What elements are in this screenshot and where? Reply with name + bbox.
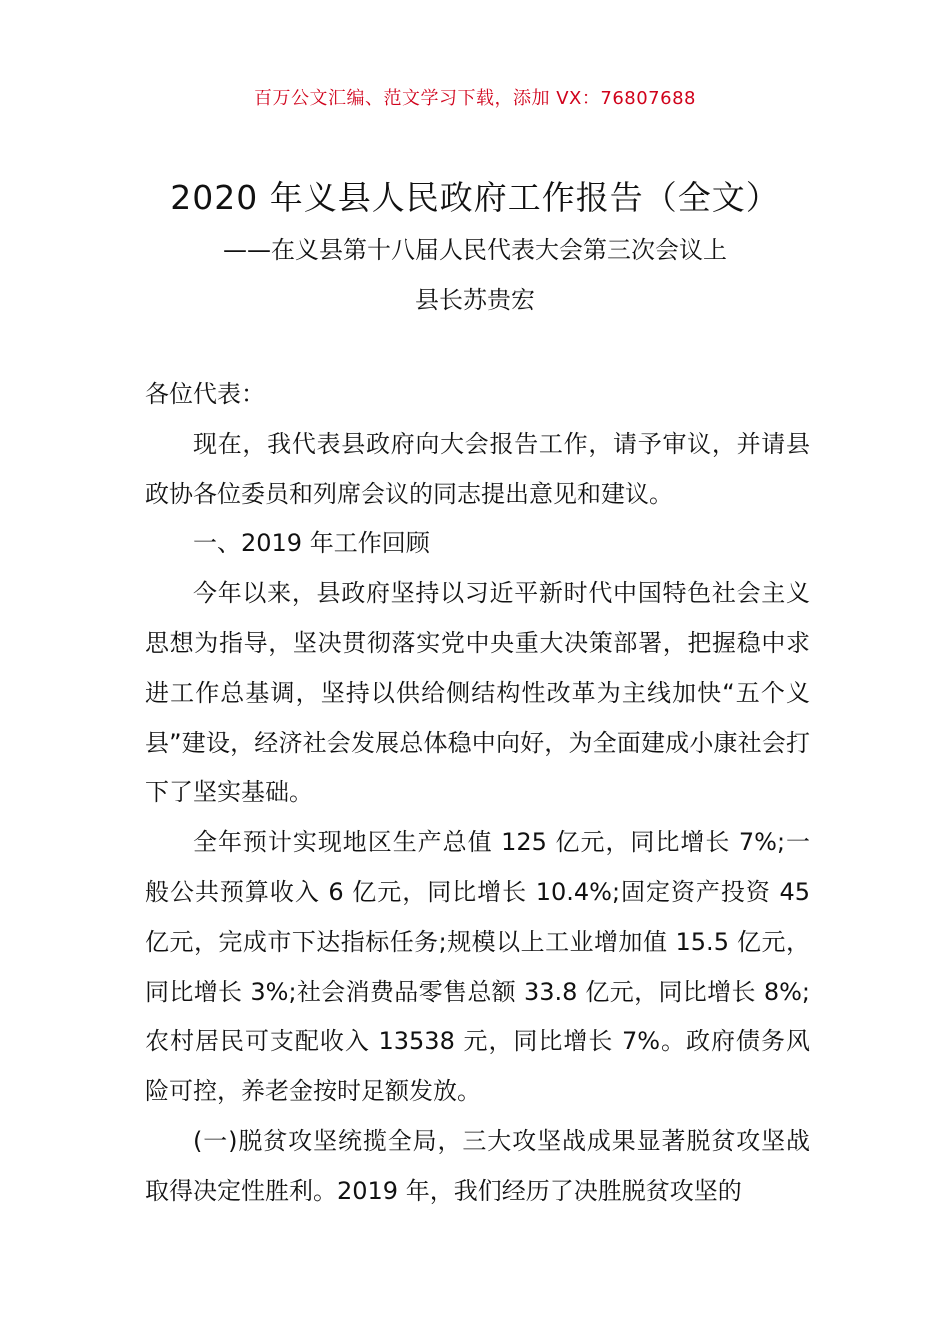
salutation: 各位代表： — [145, 380, 265, 408]
paragraph-overview: 今年以来，县政府坚持以习近平新时代中国特色社会主义思想为指导，坚决贯彻落实党中央重大决策部署，把握稳中求进工作总基调，坚持以供给侧结构性改革为主线加快“五个义县”建设，经济社会发展总体稳中向好，为全面建成小康社会打下了坚实基础。 — [145, 579, 810, 807]
header-banner: 百万公文汇编、范文学习下载，添加 VX：76807688 — [254, 88, 696, 109]
document-body — [145, 370, 810, 1217]
document-title: 2020 年义县人民政府工作报告（全文） — [170, 178, 780, 217]
paragraph-poverty: (一)脱贫攻坚统揽全局，三大攻坚战成果显著脱贫攻坚战取得决定性胜利。2019 年，我们经历了决胜脱贫攻坚的 — [145, 1126, 810, 1205]
document-subtitle: ——在义县第十八届人民代表大会第三次会议上 — [223, 236, 727, 264]
document-author: 县长苏贵宏 — [415, 286, 535, 314]
paragraph-statistics: 全年预计实现地区生产总值 125 亿元，同比增长 7%;一般公共预算收入 6 亿元，同比增长 10.4%;固定资产投资 45 亿元，完成市下达指标任务;规模以上工业增加值 15.5 亿元，同比增长 3%;社会消费品零售总额 33.8 亿元，同比增长 8%;农村居民可支配收入 13538 元，同比增长 7%。政府债务风险可控，养老金按时足额发放。 — [145, 828, 810, 1106]
section-heading: 一、2019 年工作回顾 — [193, 529, 430, 558]
paragraph-intro: 现在，我代表县政府向大会报告工作，请予审议，并请县政协各位委员和列席会议的同志提出意见和建议。 — [145, 429, 810, 508]
